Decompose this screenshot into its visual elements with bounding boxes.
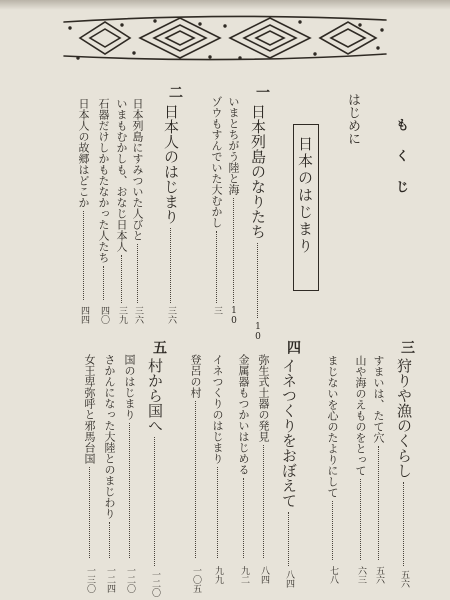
- chapter-page-number: 10: [253, 322, 263, 342]
- subchapter-page-number: 九二: [239, 566, 249, 584]
- chapter-leader-dots: [288, 512, 289, 566]
- subchapter-leader-dots: [109, 522, 110, 558]
- subchapter-title: ゾウもすんでいた大むかし: [210, 96, 223, 228]
- subchapter-title: まじないを心のたよりにして: [326, 355, 339, 498]
- subchapter-leader-dots: [378, 446, 379, 560]
- subchapter-leader-dots: [83, 211, 84, 300]
- subchapter-leader-dots: [263, 445, 264, 558]
- subchapter-title: 登呂の村: [189, 354, 202, 398]
- subchapter-title: 日本人の故郷はどこか: [77, 98, 90, 208]
- subchapter-leader-dots: [121, 255, 122, 303]
- subchapter-title: 弥生式土器の発見: [257, 354, 270, 442]
- chapter-leader-dots: [403, 482, 404, 566]
- subchapter-leader-dots: [137, 244, 138, 303]
- subchapter-page-number: 三: [212, 306, 222, 315]
- section-title: 日本のはじまり: [296, 136, 314, 255]
- subchapter-title: 金属器もつかいはじめる: [237, 354, 250, 475]
- subchapter-leader-dots: [129, 423, 130, 558]
- subchapter-title: 日本列島にすみついた人びと: [131, 98, 144, 241]
- chapter-leader-dots: [154, 437, 155, 566]
- chapter-number: 三: [399, 340, 415, 354]
- subchapter-page-number: 九九: [213, 566, 223, 584]
- subchapter-page-number: 三六: [133, 306, 143, 324]
- subchapter-page-number: 一二四: [105, 566, 115, 593]
- chapter-title: 日本列島のなりたち: [249, 104, 267, 239]
- chapter-page-number: 三六: [166, 306, 176, 324]
- subchapter-title: 山や海のえものをとって: [354, 355, 367, 476]
- chapter-number: 五: [151, 340, 167, 354]
- subchapter-page-number: 八四: [259, 566, 269, 584]
- subchapter-title: いまとちがう陸と海: [227, 96, 240, 195]
- subchapter-page-number: 一三〇: [85, 566, 95, 593]
- toc-title: もくじ: [393, 118, 408, 211]
- subchapter-title: さかんになった大陸とのまじわり: [103, 354, 116, 519]
- chapter-number: 一: [254, 85, 270, 99]
- subchapter-title: 石器だけしかもたなかった人たち: [97, 98, 110, 263]
- chapter-leader-dots: [170, 228, 171, 303]
- chapter-title: 村から国へ: [146, 358, 164, 433]
- subchapter-page-number: 一二〇: [125, 566, 135, 593]
- subchapter-title: すまいは、たて穴: [372, 355, 385, 443]
- chapter-title: 日本人のはじまり: [162, 104, 180, 224]
- subchapter-title: 国のはじまり: [123, 354, 136, 420]
- subchapter-page-number: 六三: [356, 566, 366, 584]
- intro-entry: はじめに: [345, 93, 360, 145]
- chapter-page-number: 一二〇: [150, 570, 160, 597]
- subchapter-leader-dots: [195, 401, 196, 558]
- chapter-page-number: 八四: [284, 570, 294, 588]
- subchapter-page-number: 七八: [328, 566, 338, 584]
- subchapter-leader-dots: [217, 467, 218, 558]
- chapter-title: イネつくりをおぼえて: [280, 358, 298, 508]
- subchapter-leader-dots: [332, 501, 333, 560]
- subchapter-page-number: 一〇五: [191, 566, 201, 593]
- subchapter-leader-dots: [216, 231, 217, 303]
- subchapter-leader-dots: [360, 479, 361, 560]
- subchapter-page-number: 五六: [374, 566, 384, 584]
- chapter-leader-dots: [257, 243, 258, 318]
- subchapter-title: 女王卑弥呼と邪馬台国: [83, 354, 96, 464]
- chapter-title: 狩りや漁のくらし: [395, 358, 413, 478]
- subchapter-page-number: 10: [229, 306, 239, 326]
- subchapter-leader-dots: [89, 467, 90, 558]
- subchapter-leader-dots: [243, 478, 244, 558]
- subchapter-title: イネつくりのはじまり: [211, 354, 224, 464]
- chapter-number: 四: [285, 340, 301, 354]
- subchapter-page-number: 四〇: [99, 306, 109, 324]
- chapter-page-number: 五六: [399, 570, 409, 588]
- subchapter-page-number: 四四: [79, 306, 89, 324]
- subchapter-page-number: 三九: [117, 306, 127, 324]
- subchapter-leader-dots: [103, 266, 104, 300]
- chapter-number: 二: [167, 85, 183, 99]
- decorative-banner: [60, 8, 390, 68]
- subchapter-title: いまもむかしも、おなじ日本人: [115, 98, 128, 252]
- subchapter-leader-dots: [233, 198, 234, 303]
